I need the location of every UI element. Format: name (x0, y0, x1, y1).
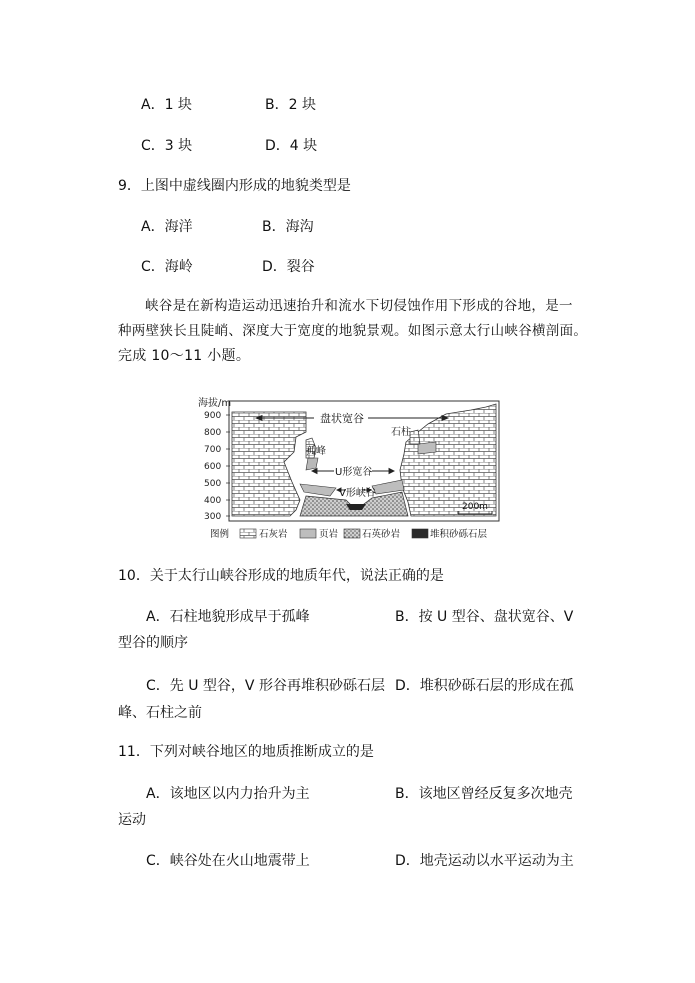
gorge-cross-section-diagram (196, 392, 502, 544)
y-tick-900: 900 (204, 411, 222, 421)
passage-line-2: 种两壁狭长且陡峭、深度大于宽度的地貌景观。如图示意太行山峡谷横剖面。 (118, 323, 588, 339)
option-letter: B． (265, 97, 289, 113)
option-text: 2 块 (288, 97, 316, 113)
label-v-gorge: V形峡谷 (339, 488, 376, 499)
shale-band-left (300, 484, 336, 496)
q11-option-b-continued: 运动 (118, 812, 146, 828)
y-tick-300: 300 (204, 512, 222, 522)
q11-option-d: D．地壳运动以水平运动为主 (395, 853, 574, 869)
q8-option-b (265, 95, 316, 115)
option-letter: D． (262, 259, 287, 275)
q8-option-a (141, 95, 192, 115)
label-isolated-peak: 孤峰 (306, 446, 326, 457)
legend (210, 528, 488, 540)
legend-swatch-limestone (240, 529, 256, 538)
gorge-cross-section-figure (196, 392, 502, 544)
q11-option-b: B．该地区曾经反复多次地壳 (395, 786, 573, 802)
q10-option-d-continued: 峰、石柱之前 (118, 705, 202, 721)
option-letter: B． (262, 219, 286, 235)
option-letter: D． (265, 138, 290, 154)
q10-option-a: A．石柱地貌形成早于孤峰 (146, 609, 310, 625)
option-text: 海沟 (285, 219, 314, 235)
q9-option-a (141, 217, 193, 237)
q11-stem (118, 742, 374, 762)
legend-label-quartz-sandstone: 石英砂岩 (362, 529, 401, 540)
option-letter: C． (141, 259, 165, 275)
label-u-valley: U形宽谷 (335, 467, 373, 478)
option-letter: A． (141, 219, 165, 235)
question-number: 11． (118, 744, 150, 760)
left-wall-limestone (232, 412, 306, 516)
legend-label-gravel: 堆积砂砾石层 (430, 529, 488, 540)
q8-option-d (265, 136, 317, 156)
isolated-peak-shale (306, 458, 318, 470)
legend-swatch-shale (300, 529, 316, 538)
y-tick-600: 600 (204, 462, 222, 472)
option-letter: C． (141, 138, 165, 154)
q10-option-c: C．先 U 型谷，V 形谷再堆积砂砾石层 (146, 678, 385, 694)
option-text: 3 块 (164, 138, 193, 154)
q10-stem (118, 566, 444, 586)
q8-option-c (141, 136, 192, 156)
q9-option-d (262, 257, 315, 277)
y-tick-800: 800 (204, 428, 222, 438)
q10-option-b-continued: 型谷的顺序 (118, 635, 188, 651)
q11-option-c: C．峡谷处在火山地震带上 (146, 853, 310, 869)
q11-option-a: A．该地区以内力抬升为主 (146, 786, 310, 802)
y-axis (204, 411, 230, 522)
option-text: 海洋 (164, 219, 193, 235)
question-number: 10． (118, 568, 150, 584)
question-text: 关于太行山峡谷形成的地质年代，说法正确的是 (149, 568, 444, 584)
option-text: 1 块 (164, 97, 192, 113)
option-letter: A． (141, 97, 165, 113)
label-wide-valley: 盘状宽谷 (320, 412, 364, 425)
legend-label-shale: 页岩 (319, 529, 339, 540)
stone-pillar (410, 430, 420, 444)
y-tick-500: 500 (204, 479, 222, 489)
question-text: 上图中虚线圈内形成的地貌类型是 (140, 178, 351, 194)
question-number: 9． (118, 178, 141, 194)
stone-pillar-shale (418, 442, 436, 454)
q9-option-b (262, 217, 314, 237)
option-text: 裂谷 (286, 259, 315, 275)
option-text: 4 块 (289, 138, 318, 154)
passage-line-1: 峡谷是在新构造运动迅速抬升和流水下切侵蚀作用下形成的谷地，是一 (145, 298, 573, 314)
y-tick-400: 400 (204, 496, 222, 506)
legend-swatch-quartz-sandstone (344, 529, 360, 538)
axis-title: 海拔/m (198, 398, 232, 409)
q9-stem (118, 176, 351, 196)
question-text: 下列对峡谷地区的地质推断成立的是 (149, 744, 374, 760)
q10-option-b: B．按 U 型谷、盘状宽谷、V (395, 609, 574, 625)
q9-option-c (141, 257, 193, 277)
legend-title: 图例 (210, 529, 230, 540)
legend-label-limestone: 石灰岩 (259, 529, 288, 540)
legend-swatch-gravel (412, 529, 428, 538)
passage (118, 294, 586, 369)
y-tick-700: 700 (204, 445, 222, 455)
option-text: 海岭 (164, 259, 193, 275)
label-stone-pillar: 石柱 (391, 427, 411, 438)
passage-line-3: 完成 10～11 小题。 (118, 348, 251, 364)
q10-option-d: D．堆积砂砾石层的形成在孤 (395, 678, 574, 694)
right-wall-limestone (400, 404, 496, 516)
scale-label: 200m (462, 502, 488, 512)
shale-band-right (372, 480, 404, 494)
